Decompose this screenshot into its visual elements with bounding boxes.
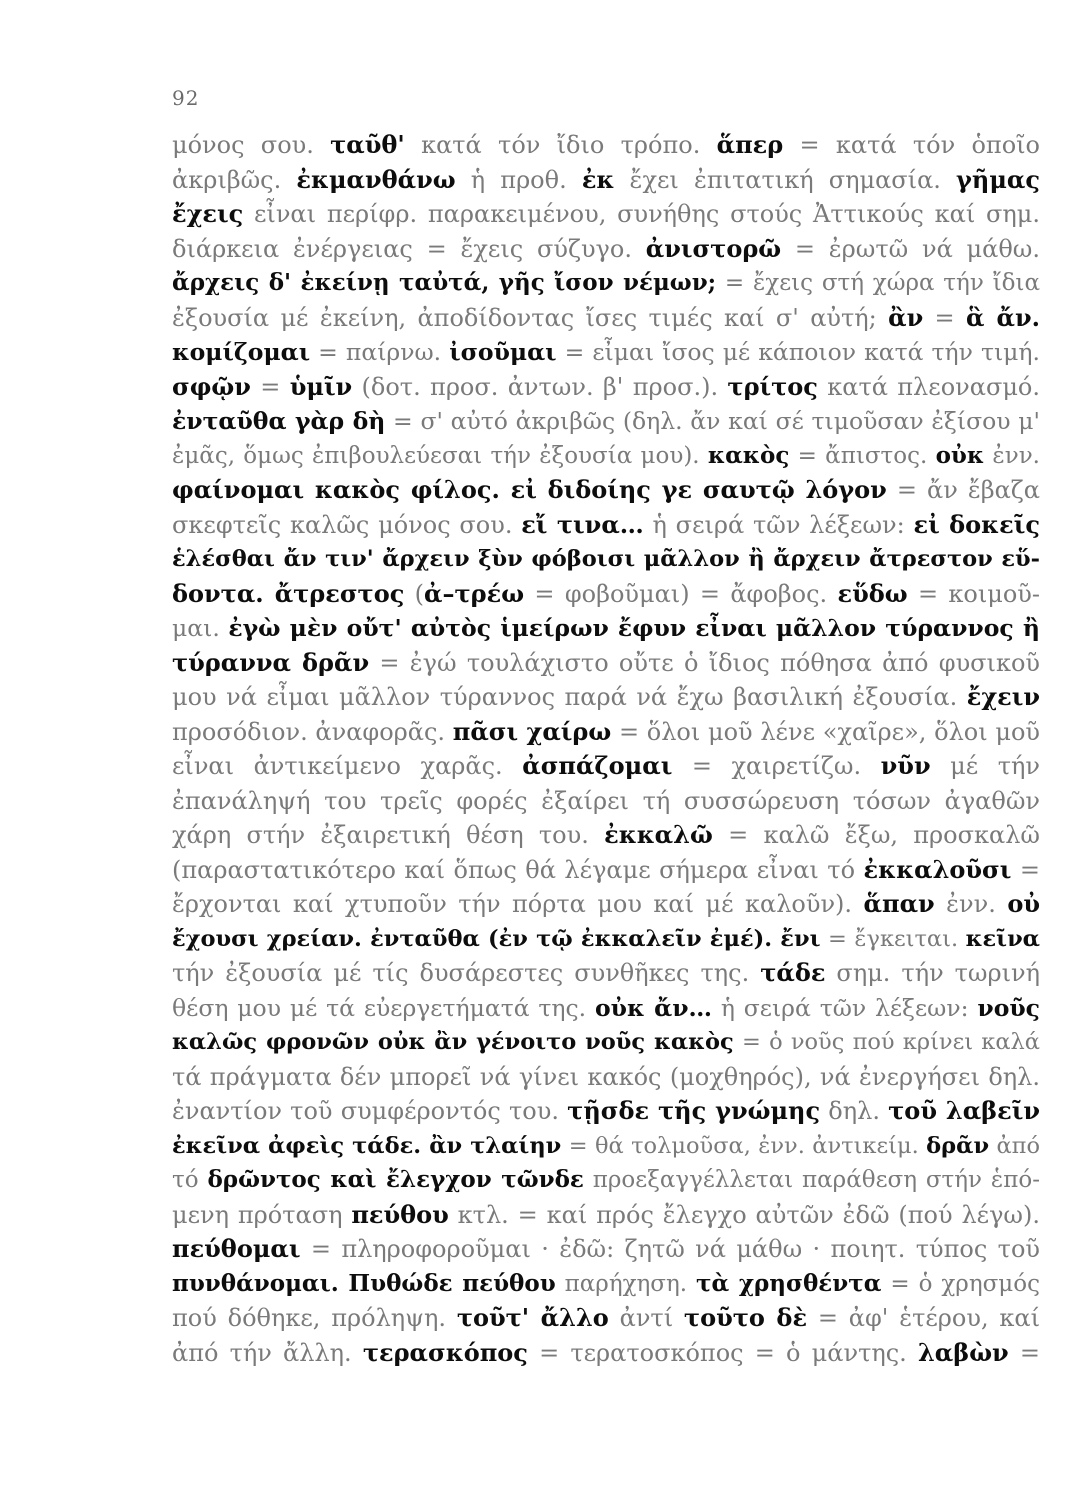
gloss-text: κατά πλεονασμό. (817, 372, 1040, 401)
text-line (172, 715, 1040, 750)
lemma-bold: πεύθομαι (172, 1234, 301, 1263)
lemma-bold: νῦν (880, 751, 931, 780)
gloss-text: δηλ. (820, 1097, 889, 1125)
lemma-bold: οὐ (1007, 889, 1040, 918)
gloss-text: ἐξουσία μέ ἐκείνη, ἀποδίδοντας ἴσες τιμές καί σ' αὐτή; (172, 303, 889, 332)
gloss-text: = ἔγκειται. (820, 925, 966, 952)
gloss-text: = ἐρωτῶ νά μάθω. (781, 234, 1040, 263)
lemma-bold: ἐκκαλῶ (604, 820, 713, 849)
lemma-bold: ἐγὼ μὲν οὔτ' αὐτὸς ἱμείρων ἔφυν εἶναι μᾶλλον τύραννος ἢ (228, 614, 1040, 642)
gloss-text: προσόδιον. ἀναφορᾶς. (172, 717, 453, 746)
lemma-bold: δοντα. ἄτρεστος (172, 578, 405, 608)
gloss-text: = καλῶ ἔξω, προσκαλῶ (712, 821, 1040, 849)
gloss-text: = φοβοῦμαι) = ἄφοβος. (524, 579, 838, 608)
gloss-text: μέ τήν (930, 752, 1040, 780)
gloss-text: = ἄν ἔβαζα (886, 476, 1040, 504)
gloss-text: πού δόθηκε, πρόληψη. (172, 1304, 457, 1332)
gloss-text: ἐνν. (984, 442, 1040, 469)
lemma-bold: νοῦς (977, 993, 1040, 1022)
text-line (172, 853, 1040, 888)
text-line (172, 784, 1040, 819)
gloss-text: προεξαγγέλλεται παράθεση στήν ἑπό- (583, 1167, 1040, 1193)
gloss-text: = κατά τόν ὁποῖο (783, 131, 1040, 159)
lemma-bold: ἔχεις (172, 199, 244, 228)
text-line (172, 1267, 1040, 1302)
gloss-text: ( (404, 579, 425, 608)
lemma-bold: ἑλέσθαι ἄν τιν' ἄρχειν ξὺν φόβοισι μᾶλλον ἢ ἄρχειν ἄτρεστον εὕ- (172, 546, 1040, 572)
commentary-text (172, 128, 1040, 1370)
lemma-bold: εἴ τινα… (521, 509, 644, 539)
lemma-bold: ἅπερ (716, 130, 784, 159)
gloss-text: = κοιμοῦ- (907, 579, 1040, 608)
gloss-text: μου νά εἶμαι μᾶλλον τύραννος παρά νά ἔχω βασιλική ἐξουσία. (172, 683, 967, 711)
text-line (172, 1198, 1040, 1233)
gloss-text: διάρκεια ἐνέργειας = ἔχεις σύζυγο. (172, 234, 646, 263)
text-line (172, 1025, 1040, 1060)
lemma-bold: ταῦθ' (330, 130, 405, 159)
text-line (172, 508, 1040, 543)
gloss-text: μενη πρόταση (172, 1200, 352, 1229)
lemma-bold: ὑμῖν (289, 371, 353, 401)
text-line (172, 370, 1040, 405)
gloss-text: = θά τολμοῦσα, ἐνν. ἀντικείμ. (561, 1132, 927, 1159)
gloss-text: = ἔχεις στή χώρα τήν ἴδια (716, 270, 1040, 296)
gloss-text: ἀπό (989, 1132, 1040, 1159)
lemma-bold: τρίτος (727, 371, 818, 401)
lemma-bold: ἀνιστορῶ (645, 233, 782, 263)
gloss-text: ἡ σειρά τῶν λέξεων: (643, 510, 914, 539)
gloss-text: σκεφτεῖς καλῶς μόνος σου. (172, 510, 522, 539)
lemma-bold: ἐκ (581, 164, 615, 194)
text-line (172, 404, 1040, 439)
text-line (172, 956, 1040, 991)
lemma-bold: γῆμας (956, 164, 1040, 194)
gloss-text: ἀντί (608, 1304, 684, 1332)
lemma-bold: ἃ ἄν. (965, 302, 1040, 332)
lemma-bold: ἄρχεις δ' ἐκείνῃ ταὐτά, γῆς ἴσον νέμων; (172, 269, 717, 296)
text-line (172, 335, 1040, 370)
gloss-text: τά πράγματα δέν μπορεῖ νά γίνει κακός (μοχθηρός), νά ἐνεργήσει δηλ. (172, 1062, 1040, 1091)
gloss-text: κατά τόν ἴδιο τρόπο. (404, 131, 717, 159)
text-line (172, 128, 1040, 163)
lemma-bold: ἔχειν (966, 682, 1040, 711)
text-line (172, 197, 1040, 232)
gloss-text: ἀπό τήν ἄλλη. (172, 1338, 363, 1367)
lemma-bold: τοῦ λαβεῖν (888, 1096, 1040, 1125)
lemma-bold: ἐκεῖνα ἀφεὶς τάδε. ἂν τλαίην (172, 1132, 562, 1159)
gloss-text: ἡ σειρά τῶν λέξεων: (712, 993, 978, 1022)
gloss-text: = (1011, 855, 1040, 884)
lemma-bold: εὕδω (837, 578, 908, 608)
text-line (172, 266, 1040, 301)
lemma-bold: κομίζομαι (172, 338, 311, 366)
lemma-bold: ἐνταῦθα γὰρ δὴ (172, 407, 386, 435)
gloss-text: = χαιρετίζω. (672, 752, 881, 780)
text-line (172, 1301, 1040, 1336)
lemma-bold: πεύθου (351, 1199, 449, 1229)
gloss-text: τήν ἐξουσία μέ τίς δυσάρεστες συνθῆκες της. (172, 959, 761, 987)
gloss-text: ἐμᾶς, ὅμως ἐπιβουλεύεσαι τήν ἐξουσία μου). (172, 442, 708, 469)
gloss-text: = σ' αὐτό ἀκριβῶς (δηλ. ἄν καί σέ τιμοῦσαν ἐξίσου μ' (385, 407, 1040, 435)
gloss-text: μόνος σου. (172, 131, 331, 159)
text-line (172, 991, 1040, 1026)
gloss-text: κτλ. = καί πρός ἔλεγχο αὐτῶν ἐδῶ (πού λέγω). (448, 1200, 1040, 1229)
lemma-bold: τοῦτο δὲ (683, 1303, 808, 1332)
text-line (172, 1336, 1040, 1371)
gloss-text: εἶναι ἀντικείμενο χαρᾶς. (172, 752, 523, 780)
gloss-text: ἡ προθ. (455, 165, 582, 194)
lemma-bold: οὐκ ἄν… (594, 993, 712, 1022)
gloss-text: τό (172, 1167, 208, 1193)
lemma-bold: πᾶσι χαίρω (452, 716, 612, 746)
lemma-bold: ἀσπάζομαι (522, 751, 673, 780)
gloss-text: = εἶμαι ἴσος μέ κάποιον κατά τήν τιμή. (556, 338, 1040, 366)
lemma-bold: ἀ–τρέω (424, 578, 525, 608)
text-line (172, 301, 1040, 336)
gloss-text: ἐπανάληψή του τρεῖς φορές ἐξαίρει τή συσσώρευση τόσων ἀγαθῶν (172, 786, 1040, 815)
gloss-text: χάρη στήν ἐξαιρετική θέση του. (172, 821, 605, 849)
lemma-bold: ἐκμανθάνω (296, 164, 456, 194)
text-line (172, 1094, 1040, 1129)
gloss-text: = ἀφ' ἑτέρου, καί (807, 1304, 1040, 1332)
lemma-bold: τάδε (760, 958, 826, 987)
gloss-text: (παραστατικότερο καί ὅπως θά λέγαμε σήμερα εἶναι τό (172, 855, 864, 884)
gloss-text: ἔρχονται καί χτυποῦν τήν πόρτα μου καί μέ καλοῦν). (172, 890, 864, 918)
text-line (172, 1129, 1040, 1164)
text-line (172, 542, 1040, 577)
lemma-bold: δρῶντος καὶ ἔλεγχον τῶνδε (207, 1166, 584, 1193)
gloss-text: ἔχει ἐπιτατική σημασία. (614, 165, 957, 194)
gloss-text: θέση μου μέ τά εὐεργετήματά της. (172, 993, 595, 1022)
text-line (172, 577, 1040, 612)
gloss-text: = ὅλοι μοῦ λένε «χαῖρε», ὅλοι μοῦ (611, 717, 1040, 746)
text-line (172, 922, 1040, 957)
page-number: 92 (172, 86, 200, 110)
text-line (172, 646, 1040, 681)
text-line (172, 439, 1040, 474)
gloss-text: ἀκριβῶς. (172, 165, 297, 194)
gloss-text: = τερατοσκόπος = ὁ μάντης. (527, 1338, 918, 1367)
lemma-bold: ἔχουσι χρείαν. ἐνταῦθα (ἐν τῷ ἐκκαλεῖν ἐμέ). ἔνι (172, 925, 821, 952)
gloss-text: = ἄπιστος. (789, 442, 936, 469)
lemma-bold: ἅπαν (863, 889, 935, 918)
lemma-bold: ἂν (888, 302, 924, 332)
gloss-text: = (250, 372, 290, 401)
text-line (172, 818, 1040, 853)
lemma-bold: σφῷν (172, 371, 251, 401)
lemma-bold: κακὸς (707, 441, 790, 469)
lemma-bold: δρᾶν (926, 1132, 990, 1159)
gloss-text: παρήχηση. (555, 1270, 697, 1297)
lemma-bold: εἰ δοκεῖς (913, 509, 1040, 539)
lemma-bold: τῇσδε τῆς γνώμης (567, 1096, 821, 1125)
gloss-text: = (923, 303, 966, 332)
lemma-bold: οὐκ (935, 441, 985, 469)
gloss-text: μαι. (172, 614, 229, 642)
lemma-bold: ἰσοῦμαι (449, 338, 557, 366)
text-line (172, 1060, 1040, 1095)
lemma-bold: πυνθάνομαι. Πυθώδε πεύθου (172, 1269, 556, 1297)
lemma-bold: καλῶς φρονῶν οὐκ ἂν γένοιτο νοῦς κακὸς (172, 1029, 734, 1055)
text-line (172, 887, 1040, 922)
text-line (172, 611, 1040, 646)
lemma-bold: φαίνομαι κακὸς φίλος. εἰ διδοίης γε σαυτῷ λόγον (172, 475, 887, 504)
lemma-bold: τοῦτ' ἄλλο (456, 1303, 609, 1332)
lemma-bold: ἐκκαλοῦσι (863, 854, 1012, 884)
text-line (172, 749, 1040, 784)
lemma-bold: τερασκόπος (362, 1337, 528, 1367)
text-line (172, 1163, 1040, 1198)
gloss-text: ἐναντίον τοῦ συμφέροντός του. (172, 1097, 568, 1125)
gloss-text: ἐνν. (934, 890, 1008, 918)
gloss-text: (δοτ. προσ. ἀντων. β' προσ.). (352, 372, 728, 401)
gloss-text: εἶναι περίφρ. παρακειμένου, συνήθης στούς Ἀττικούς καί σημ. (243, 200, 1040, 228)
gloss-text: = ἐγώ τουλάχιστο οὔτε ὁ ἴδιος πόθησα ἀπό φυσικοῦ (369, 648, 1040, 677)
gloss-text: = (1008, 1338, 1040, 1367)
gloss-text: σημ. τήν τωρινή (825, 959, 1040, 987)
gloss-text: = πληροφοροῦμαι · ἐδῶ: ζητῶ νά μάθω · ποιητ. τύπος τοῦ (300, 1235, 1040, 1263)
gloss-text: = ὁ χρησμός (881, 1270, 1040, 1297)
lemma-bold: λαβὼν (917, 1337, 1009, 1367)
text-line (172, 163, 1040, 198)
lemma-bold: κεῖνα (965, 925, 1040, 952)
gloss-text: = παίρνω. (310, 338, 450, 366)
gloss-text: = ὁ νοῦς πού κρίνει καλά (733, 1029, 1040, 1055)
text-line (172, 1232, 1040, 1267)
text-line (172, 232, 1040, 267)
lemma-bold: τύραννα δρᾶν (172, 647, 370, 677)
lemma-bold: τὰ χρησθέντα (696, 1269, 882, 1297)
text-line (172, 473, 1040, 508)
text-line (172, 680, 1040, 715)
